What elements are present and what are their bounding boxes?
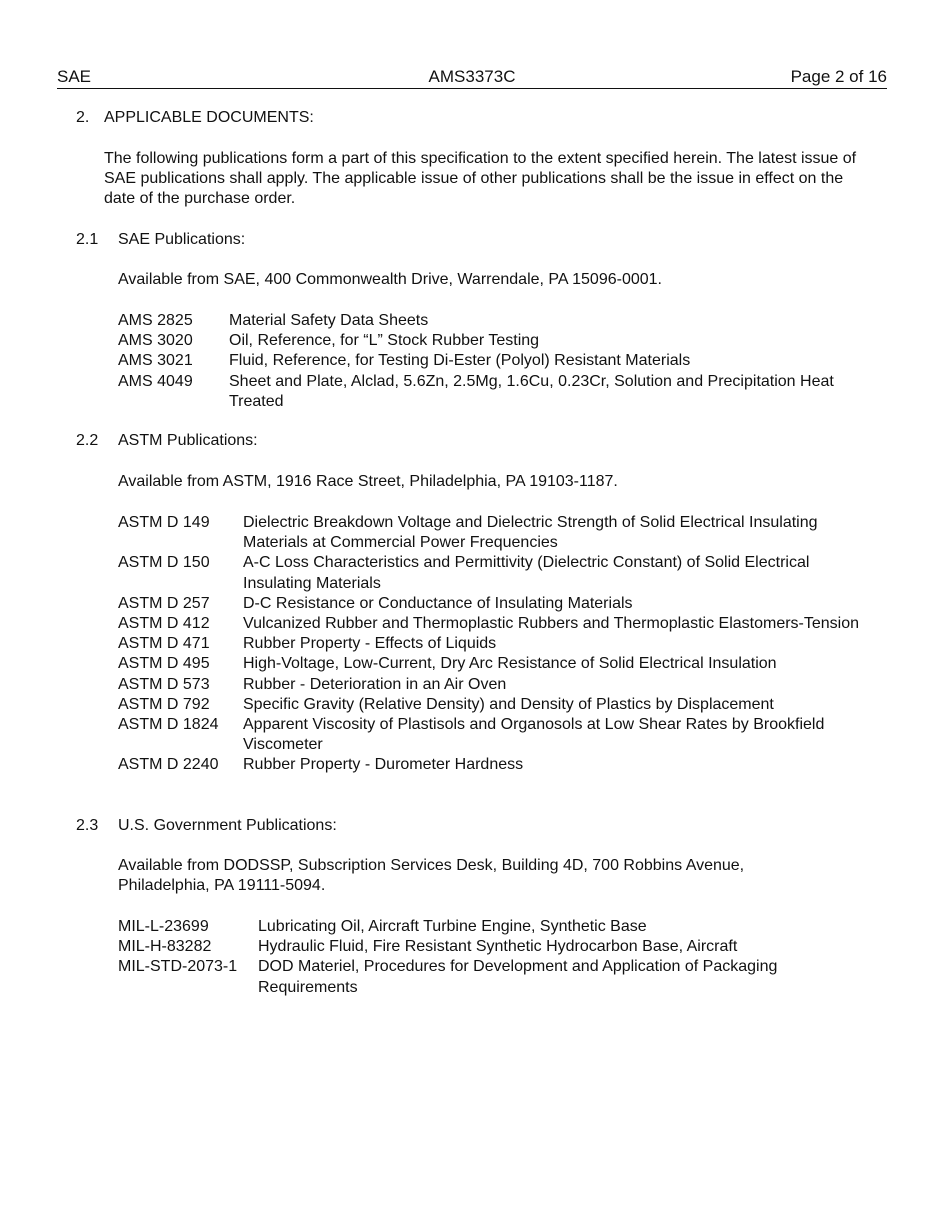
publication-code: AMS 3020 — [118, 332, 193, 350]
section-2-2-heading — [76, 431, 258, 451]
publication-title: Sheet and Plate, Alclad, 5.6Zn, 2.5Mg, 1.6Cu, 0.23Cr, Solution and Precipitation Heat Treated — [229, 372, 834, 410]
publication-row — [118, 957, 838, 997]
section-title: U.S. Government Publications: — [118, 817, 337, 834]
publication-row — [118, 755, 878, 775]
publication-title: Vulcanized Rubber and Thermoplastic Rubbers and Thermoplastic Elastomers-Tension — [243, 615, 860, 633]
astm-publication-list — [118, 513, 878, 776]
publication-title: Material Safety Data Sheets — [229, 312, 429, 329]
section-title: APPLICABLE DOCUMENTS: — [104, 109, 314, 126]
publication-code: MIL-H-83282 — [118, 938, 212, 956]
section-2-intro: The following publications form a part of this specification to the extent specified herein. The latest issue of SAE publications shall apply. The applicable issue of other publications shall be the issue in effect on the date of the purchase order. — [104, 150, 857, 208]
header-page-number: Page 2 of 16 — [790, 67, 887, 86]
publication-row — [118, 917, 838, 937]
publication-code: ASTM D 471 — [118, 635, 210, 653]
section-number: 2.3 — [76, 817, 99, 834]
publication-title: Rubber - Deterioration in an Air Oven — [243, 675, 507, 693]
section-number: 2.1 — [76, 231, 99, 248]
sae-source: Available from SAE, 400 Commonwealth Drive, Warrendale, PA 15096-0001. — [118, 271, 662, 288]
publication-title: Rubber Property - Durometer Hardness — [243, 756, 524, 774]
publication-row — [118, 614, 878, 634]
publication-row — [118, 594, 878, 614]
header-org: SAE — [57, 67, 92, 86]
astm-source: Available from ASTM, 1916 Race Street, Philadelphia, PA 19103-1187. — [118, 473, 618, 490]
publication-title: Rubber Property - Effects of Liquids — [243, 635, 497, 653]
publication-code: ASTM D 257 — [118, 594, 210, 612]
publication-code: ASTM D 1824 — [118, 716, 219, 734]
publication-row — [118, 372, 878, 412]
publication-row — [118, 351, 878, 371]
publication-row — [118, 675, 878, 695]
gov-publication-list — [118, 917, 838, 998]
publication-title: A-C Loss Characteristics and Permittivity (Dielectric Constant) of Solid Electrical Insulating Materials — [243, 554, 810, 592]
publication-row — [118, 654, 878, 674]
publication-title: D-C Resistance or Conductance of Insulating Materials — [243, 594, 633, 612]
section-title: SAE Publications: — [118, 231, 246, 248]
publication-code: ASTM D 149 — [118, 514, 210, 531]
header-doc-id: AMS3373C — [428, 67, 516, 86]
publication-code: ASTM D 412 — [118, 615, 210, 633]
publication-code: MIL-L-23699 — [118, 918, 209, 935]
publication-code: AMS 2825 — [118, 312, 193, 329]
gov-source: Available from DODSSP, Subscription Services Desk, Building 4D, 700 Robbins Avenue, Philadelphia, PA 19111-5094. — [118, 857, 745, 895]
publication-title: Specific Gravity (Relative Density) and Density of Plastics by Displacement — [243, 695, 774, 713]
publication-code: ASTM D 792 — [118, 695, 210, 713]
publication-row — [118, 553, 878, 593]
publication-title: Hydraulic Fluid, Fire Resistant Synthetic Hydrocarbon Base, Aircraft — [258, 938, 738, 956]
publication-row — [118, 513, 878, 553]
publication-row — [118, 331, 878, 351]
publication-code: MIL-STD-2073-1 — [118, 958, 238, 976]
publication-row — [118, 937, 838, 957]
publication-row — [118, 715, 878, 755]
publication-code: AMS 3021 — [118, 352, 193, 370]
publication-title: Oil, Reference, for “L” Stock Rubber Testing — [229, 332, 540, 350]
publication-title: Dielectric Breakdown Voltage and Dielectric Strength of Solid Electrical Insulating Materials at Commercial Power Frequencies — [243, 514, 818, 552]
section-2-1-heading — [76, 230, 245, 250]
publication-row — [118, 311, 878, 331]
section-number: 2.2 — [76, 432, 99, 449]
publication-row — [118, 634, 878, 654]
section-2-heading — [76, 108, 314, 128]
section-2-3-heading — [76, 816, 337, 836]
page-header — [57, 67, 887, 89]
section-number: 2. — [76, 109, 90, 126]
publication-code: AMS 4049 — [118, 372, 193, 390]
publication-code: ASTM D 495 — [118, 655, 210, 673]
publication-row — [118, 695, 878, 715]
publication-title: Fluid, Reference, for Testing Di-Ester (Polyol) Resistant Materials — [229, 352, 691, 370]
publication-title: Apparent Viscosity of Plastisols and Organosols at Low Shear Rates by Brookfield Viscometer — [243, 716, 825, 754]
publication-code: ASTM D 573 — [118, 675, 210, 693]
publication-title: High-Voltage, Low-Current, Dry Arc Resistance of Solid Electrical Insulation — [243, 655, 777, 673]
publication-title: Lubricating Oil, Aircraft Turbine Engine, Synthetic Base — [258, 918, 647, 935]
publication-code: ASTM D 150 — [118, 554, 210, 572]
sae-publication-list — [118, 311, 878, 412]
section-title: ASTM Publications: — [118, 432, 258, 449]
publication-code: ASTM D 2240 — [118, 756, 219, 774]
publication-title: DOD Materiel, Procedures for Development and Application of Packaging Requirements — [258, 958, 778, 996]
